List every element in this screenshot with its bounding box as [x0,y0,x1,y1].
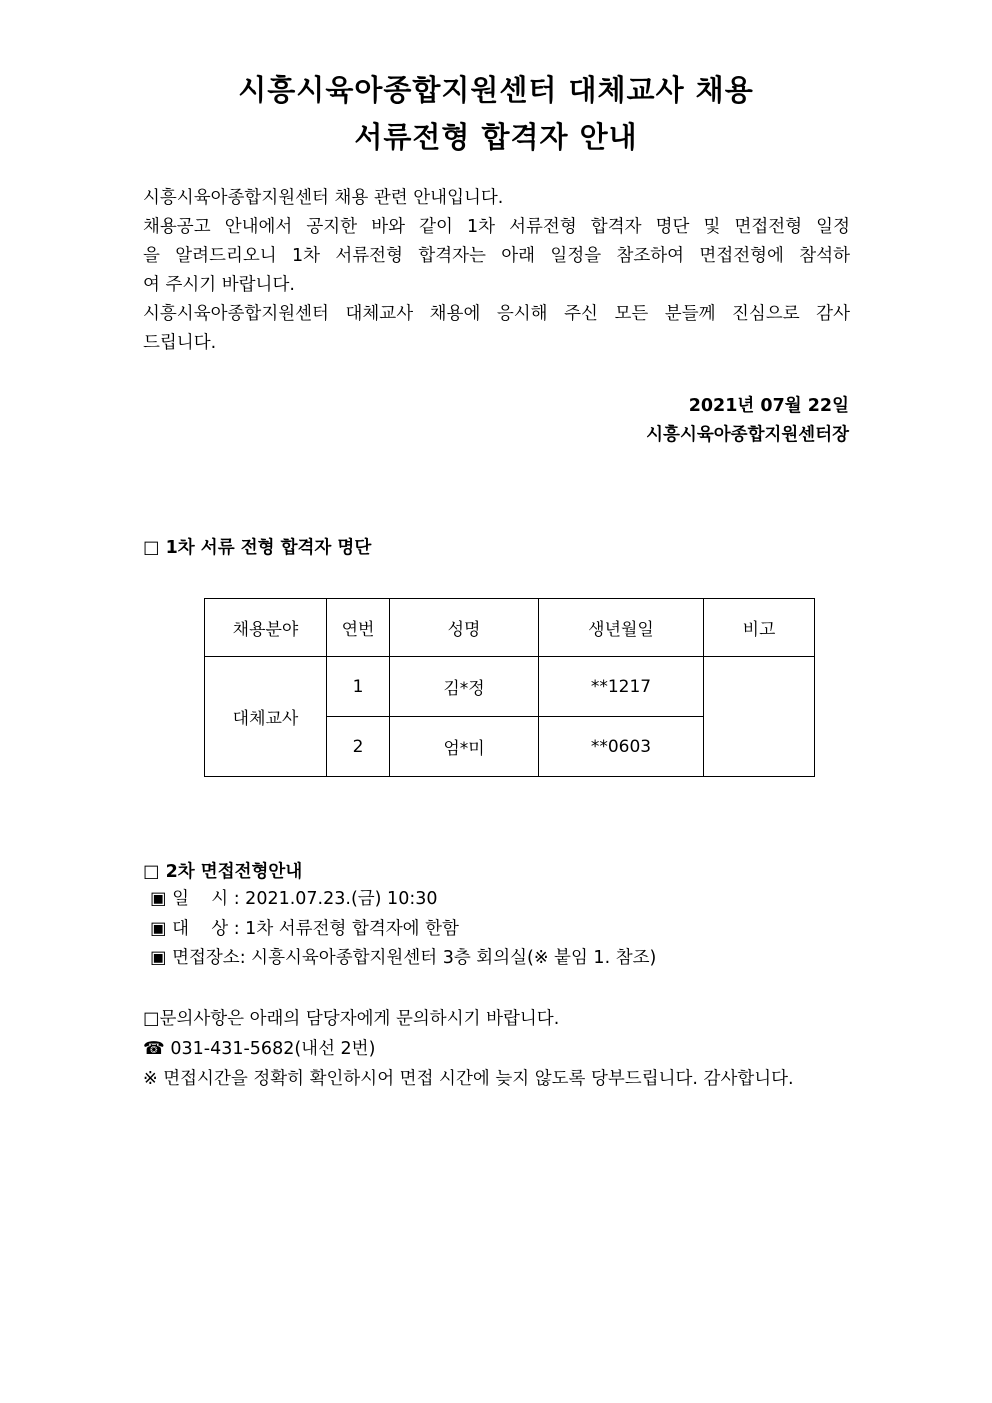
header-remarks: 비고 [704,599,815,657]
cell-birthdate: **1217 [539,657,704,717]
cell-field: 대체교사 [205,657,327,777]
table-row [205,657,815,717]
phone-number: ☎ 031-431-5682(내선 2번) [143,1039,376,1059]
issuer-name: 시흥시육아종합지원센터장 [646,425,849,445]
header-number: 연번 [327,599,390,657]
intro-line: 드립니다. [143,333,217,353]
announcement-date: 2021년 07월 22일 [688,396,849,416]
cell-number: 1 [327,657,390,717]
schedule-time: ▣ 일 시 : 2021.07.23.(금) 10:30 [150,889,438,909]
intro-paragraph [143,184,850,358]
cell-name: 김*정 [390,657,539,717]
intro-line: 시흥시육아종합지원센터 채용 관련 안내입니다. [143,188,504,208]
document-title-line2: 서류전형 합격자 안내 [354,120,638,154]
contact-block [143,1004,794,1094]
header-name: 성명 [390,599,539,657]
header-birthdate: 생년월일 [539,599,704,657]
intro-line: 여 주시기 바랍니다. [143,275,295,295]
passer-table [204,598,815,777]
cell-remarks [704,657,815,777]
cell-number: 2 [327,717,390,777]
inquiry-text: □문의사항은 아래의 담당자에게 문의하시기 바랍니다. [143,1009,560,1029]
header-field: 채용분야 [205,599,327,657]
closing-notice: ※ 면접시간을 정확히 확인하시어 면접 시간에 늦지 않도록 당부드립니다. 감사합니다. [143,1069,794,1089]
document-title-line1: 시흥시육아종합지원센터 대체교사 채용 [238,73,754,107]
cell-birthdate: **0603 [539,717,704,777]
intro-line: 시흥시육아종합지원센터 대체교사 채용에 응시해 주신 모든 분들께 진심으로 감사 [143,304,850,324]
intro-line: 을 알려드리오니 1차 서류전형 합격자는 아래 일정을 참조하여 면접전형에 참석하 [143,246,850,266]
table-header-row [205,599,815,657]
schedule-location: ▣ 면접장소: 시흥시육아종합지원센터 3층 회의실(※ 붙임 1. 참조) [150,948,657,968]
interview-schedule [150,885,656,974]
section2-heading: □ 2차 면접전형안내 [143,862,303,882]
intro-line: 채용공고 안내에서 공지한 바와 같이 1차 서류전형 합격자 명단 및 면접전형 일정 [143,217,850,237]
section1-heading: □ 1차 서류 전형 합격자 명단 [143,538,372,558]
cell-name: 엄*미 [390,717,539,777]
schedule-target: ▣ 대 상 : 1차 서류전형 합격자에 한함 [150,918,459,939]
